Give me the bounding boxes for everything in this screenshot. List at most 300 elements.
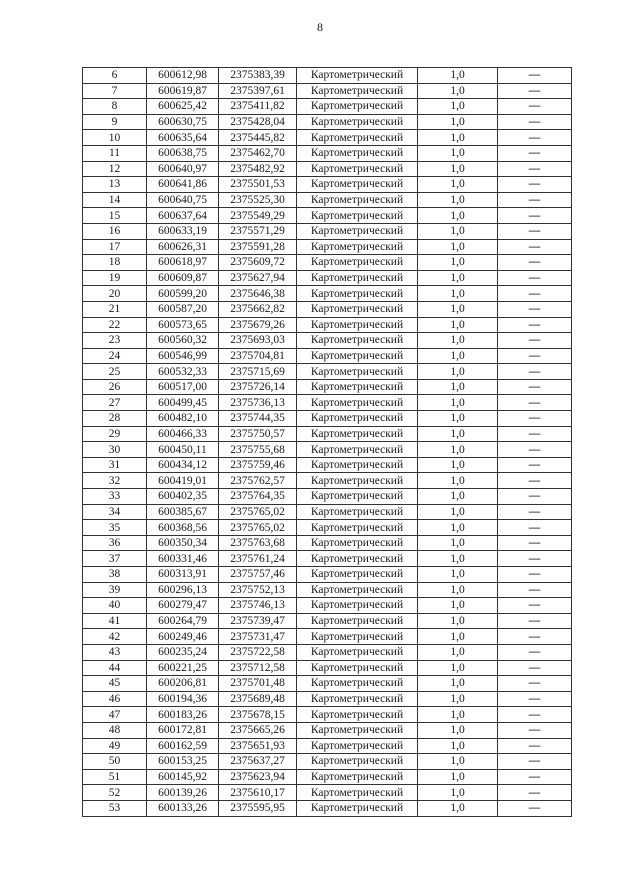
- note-cell: —: [498, 489, 572, 505]
- method-cell: Картометрический: [297, 722, 418, 738]
- error-cell: 1,0: [418, 707, 498, 723]
- x-coordinate-cell: 600587,20: [147, 301, 219, 317]
- error-cell: 1,0: [418, 520, 498, 536]
- note-cell: —: [498, 364, 572, 380]
- note-cell: —: [498, 99, 572, 115]
- note-cell: —: [498, 754, 572, 770]
- point-number-cell: 24: [83, 348, 147, 364]
- y-coordinate-cell: 2375757,46: [219, 567, 297, 583]
- error-cell: 1,0: [418, 676, 498, 692]
- error-cell: 1,0: [418, 722, 498, 738]
- note-cell: —: [498, 473, 572, 489]
- x-coordinate-cell: 600402,35: [147, 489, 219, 505]
- note-cell: —: [498, 644, 572, 660]
- error-cell: 1,0: [418, 255, 498, 271]
- note-cell: —: [498, 660, 572, 676]
- table-row: [83, 301, 572, 317]
- x-coordinate-cell: 600194,36: [147, 691, 219, 707]
- x-coordinate-cell: 600546,99: [147, 348, 219, 364]
- x-coordinate-cell: 600368,56: [147, 520, 219, 536]
- point-number-cell: 39: [83, 582, 147, 598]
- table-row: [83, 691, 572, 707]
- x-coordinate-cell: 600279,47: [147, 598, 219, 614]
- y-coordinate-cell: 2375726,14: [219, 379, 297, 395]
- y-coordinate-cell: 2375761,24: [219, 551, 297, 567]
- x-coordinate-cell: 600162,59: [147, 738, 219, 754]
- point-number-cell: 43: [83, 644, 147, 660]
- table-row: [83, 613, 572, 629]
- point-number-cell: 48: [83, 722, 147, 738]
- point-number-cell: 6: [83, 68, 147, 84]
- note-cell: —: [498, 348, 572, 364]
- x-coordinate-cell: 600626,31: [147, 239, 219, 255]
- x-coordinate-cell: 600264,79: [147, 613, 219, 629]
- error-cell: 1,0: [418, 130, 498, 146]
- method-cell: Картометрический: [297, 301, 418, 317]
- y-coordinate-cell: 2375746,13: [219, 598, 297, 614]
- y-coordinate-cell: 2375383,39: [219, 68, 297, 84]
- table-row: [83, 255, 572, 271]
- y-coordinate-cell: 2375715,69: [219, 364, 297, 380]
- y-coordinate-cell: 2375428,04: [219, 114, 297, 130]
- y-coordinate-cell: 2375571,29: [219, 223, 297, 239]
- y-coordinate-cell: 2375759,46: [219, 457, 297, 473]
- note-cell: —: [498, 395, 572, 411]
- error-cell: 1,0: [418, 738, 498, 754]
- point-number-cell: 44: [83, 660, 147, 676]
- method-cell: Картометрический: [297, 504, 418, 520]
- point-number-cell: 17: [83, 239, 147, 255]
- error-cell: 1,0: [418, 598, 498, 614]
- point-number-cell: 26: [83, 379, 147, 395]
- x-coordinate-cell: 600313,91: [147, 567, 219, 583]
- x-coordinate-cell: 600221,25: [147, 660, 219, 676]
- table-row: [83, 473, 572, 489]
- point-number-cell: 49: [83, 738, 147, 754]
- method-cell: Картометрический: [297, 239, 418, 255]
- x-coordinate-cell: 600573,65: [147, 317, 219, 333]
- table-row: [83, 551, 572, 567]
- method-cell: Картометрический: [297, 99, 418, 115]
- error-cell: 1,0: [418, 177, 498, 193]
- x-coordinate-cell: 600499,45: [147, 395, 219, 411]
- error-cell: 1,0: [418, 473, 498, 489]
- method-cell: Картометрический: [297, 442, 418, 458]
- x-coordinate-cell: 600517,00: [147, 379, 219, 395]
- method-cell: Картометрический: [297, 800, 418, 816]
- error-cell: 1,0: [418, 145, 498, 161]
- point-number-cell: 50: [83, 754, 147, 770]
- x-coordinate-cell: 600641,86: [147, 177, 219, 193]
- note-cell: —: [498, 457, 572, 473]
- note-cell: —: [498, 691, 572, 707]
- error-cell: 1,0: [418, 644, 498, 660]
- x-coordinate-cell: 600206,81: [147, 676, 219, 692]
- method-cell: Картометрический: [297, 177, 418, 193]
- note-cell: —: [498, 208, 572, 224]
- error-cell: 1,0: [418, 395, 498, 411]
- note-cell: —: [498, 582, 572, 598]
- y-coordinate-cell: 2375411,82: [219, 99, 297, 115]
- point-number-cell: 27: [83, 395, 147, 411]
- error-cell: 1,0: [418, 582, 498, 598]
- x-coordinate-cell: 600625,42: [147, 99, 219, 115]
- y-coordinate-cell: 2375595,95: [219, 800, 297, 816]
- error-cell: 1,0: [418, 535, 498, 551]
- table-row: [83, 442, 572, 458]
- table-row: [83, 707, 572, 723]
- coordinates-table: [82, 67, 572, 817]
- x-coordinate-cell: 600145,92: [147, 769, 219, 785]
- table-row: [83, 130, 572, 146]
- error-cell: 1,0: [418, 567, 498, 583]
- point-number-cell: 36: [83, 535, 147, 551]
- error-cell: 1,0: [418, 348, 498, 364]
- note-cell: —: [498, 567, 572, 583]
- note-cell: —: [498, 551, 572, 567]
- point-number-cell: 14: [83, 192, 147, 208]
- point-number-cell: 20: [83, 286, 147, 302]
- page-number: 8: [317, 20, 323, 34]
- note-cell: —: [498, 255, 572, 271]
- y-coordinate-cell: 2375678,15: [219, 707, 297, 723]
- y-coordinate-cell: 2375610,17: [219, 785, 297, 801]
- point-number-cell: 15: [83, 208, 147, 224]
- point-number-cell: 28: [83, 411, 147, 427]
- error-cell: 1,0: [418, 364, 498, 380]
- table-row: [83, 800, 572, 816]
- table-row: [83, 660, 572, 676]
- x-coordinate-cell: 600235,24: [147, 644, 219, 660]
- method-cell: Картометрический: [297, 364, 418, 380]
- table-row: [83, 567, 572, 583]
- point-number-cell: 7: [83, 83, 147, 99]
- table-row: [83, 629, 572, 645]
- error-cell: 1,0: [418, 379, 498, 395]
- error-cell: 1,0: [418, 629, 498, 645]
- method-cell: Картометрический: [297, 161, 418, 177]
- method-cell: Картометрический: [297, 317, 418, 333]
- point-number-cell: 13: [83, 177, 147, 193]
- note-cell: —: [498, 177, 572, 193]
- x-coordinate-cell: 600560,32: [147, 333, 219, 349]
- y-coordinate-cell: 2375755,68: [219, 442, 297, 458]
- y-coordinate-cell: 2375462,70: [219, 145, 297, 161]
- note-cell: —: [498, 161, 572, 177]
- note-cell: —: [498, 520, 572, 536]
- x-coordinate-cell: 600482,10: [147, 411, 219, 427]
- note-cell: —: [498, 535, 572, 551]
- point-number-cell: 29: [83, 426, 147, 442]
- y-coordinate-cell: 2375662,82: [219, 301, 297, 317]
- x-coordinate-cell: 600466,33: [147, 426, 219, 442]
- error-cell: 1,0: [418, 333, 498, 349]
- point-number-cell: 34: [83, 504, 147, 520]
- x-coordinate-cell: 600350,34: [147, 535, 219, 551]
- point-number-cell: 51: [83, 769, 147, 785]
- error-cell: 1,0: [418, 239, 498, 255]
- x-coordinate-cell: 600172,81: [147, 722, 219, 738]
- y-coordinate-cell: 2375765,02: [219, 504, 297, 520]
- x-coordinate-cell: 600599,20: [147, 286, 219, 302]
- y-coordinate-cell: 2375689,48: [219, 691, 297, 707]
- error-cell: 1,0: [418, 286, 498, 302]
- point-number-cell: 21: [83, 301, 147, 317]
- error-cell: 1,0: [418, 223, 498, 239]
- x-coordinate-cell: 600532,33: [147, 364, 219, 380]
- x-coordinate-cell: 600637,64: [147, 208, 219, 224]
- table-row: [83, 192, 572, 208]
- note-cell: —: [498, 145, 572, 161]
- point-number-cell: 18: [83, 255, 147, 271]
- y-coordinate-cell: 2375693,03: [219, 333, 297, 349]
- x-coordinate-cell: 600385,67: [147, 504, 219, 520]
- y-coordinate-cell: 2375764,35: [219, 489, 297, 505]
- point-number-cell: 16: [83, 223, 147, 239]
- x-coordinate-cell: 600419,01: [147, 473, 219, 489]
- error-cell: 1,0: [418, 426, 498, 442]
- x-coordinate-cell: 600638,75: [147, 145, 219, 161]
- note-cell: —: [498, 83, 572, 99]
- method-cell: Картометрический: [297, 738, 418, 754]
- point-number-cell: 41: [83, 613, 147, 629]
- error-cell: 1,0: [418, 411, 498, 427]
- method-cell: Картометрический: [297, 192, 418, 208]
- x-coordinate-cell: 600133,26: [147, 800, 219, 816]
- table-row: [83, 114, 572, 130]
- method-cell: Картометрический: [297, 598, 418, 614]
- y-coordinate-cell: 2375665,26: [219, 722, 297, 738]
- note-cell: —: [498, 130, 572, 146]
- table-row: [83, 457, 572, 473]
- table-row: [83, 582, 572, 598]
- y-coordinate-cell: 2375701,48: [219, 676, 297, 692]
- note-cell: —: [498, 598, 572, 614]
- y-coordinate-cell: 2375704,81: [219, 348, 297, 364]
- note-cell: —: [498, 223, 572, 239]
- error-cell: 1,0: [418, 114, 498, 130]
- table-row: [83, 722, 572, 738]
- table-row: [83, 177, 572, 193]
- table-row: [83, 754, 572, 770]
- error-cell: 1,0: [418, 504, 498, 520]
- x-coordinate-cell: 600635,64: [147, 130, 219, 146]
- point-number-cell: 8: [83, 99, 147, 115]
- method-cell: Картометрический: [297, 567, 418, 583]
- y-coordinate-cell: 2375762,57: [219, 473, 297, 489]
- note-cell: —: [498, 411, 572, 427]
- note-cell: —: [498, 270, 572, 286]
- note-cell: —: [498, 442, 572, 458]
- error-cell: 1,0: [418, 785, 498, 801]
- table-row: [83, 411, 572, 427]
- table-row: [83, 520, 572, 536]
- note-cell: —: [498, 722, 572, 738]
- table-row: [83, 769, 572, 785]
- y-coordinate-cell: 2375501,53: [219, 177, 297, 193]
- method-cell: Картометрический: [297, 68, 418, 84]
- method-cell: Картометрический: [297, 83, 418, 99]
- error-cell: 1,0: [418, 192, 498, 208]
- table-row: [83, 379, 572, 395]
- method-cell: Картометрический: [297, 660, 418, 676]
- method-cell: Картометрический: [297, 582, 418, 598]
- note-cell: —: [498, 68, 572, 84]
- method-cell: Картометрический: [297, 691, 418, 707]
- y-coordinate-cell: 2375627,94: [219, 270, 297, 286]
- error-cell: 1,0: [418, 800, 498, 816]
- y-coordinate-cell: 2375397,61: [219, 83, 297, 99]
- method-cell: Картометрический: [297, 114, 418, 130]
- y-coordinate-cell: 2375651,93: [219, 738, 297, 754]
- method-cell: Картометрический: [297, 333, 418, 349]
- error-cell: 1,0: [418, 208, 498, 224]
- x-coordinate-cell: 600153,25: [147, 754, 219, 770]
- point-number-cell: 53: [83, 800, 147, 816]
- point-number-cell: 33: [83, 489, 147, 505]
- x-coordinate-cell: 600612,98: [147, 68, 219, 84]
- y-coordinate-cell: 2375445,82: [219, 130, 297, 146]
- method-cell: Картометрический: [297, 613, 418, 629]
- point-number-cell: 22: [83, 317, 147, 333]
- table-row: [83, 676, 572, 692]
- method-cell: Картометрический: [297, 535, 418, 551]
- method-cell: Картометрический: [297, 130, 418, 146]
- note-cell: —: [498, 333, 572, 349]
- error-cell: 1,0: [418, 442, 498, 458]
- y-coordinate-cell: 2375482,92: [219, 161, 297, 177]
- x-coordinate-cell: 600609,87: [147, 270, 219, 286]
- point-number-cell: 42: [83, 629, 147, 645]
- x-coordinate-cell: 600640,75: [147, 192, 219, 208]
- y-coordinate-cell: 2375623,94: [219, 769, 297, 785]
- error-cell: 1,0: [418, 457, 498, 473]
- table-row: [83, 333, 572, 349]
- y-coordinate-cell: 2375739,47: [219, 613, 297, 629]
- table-row: [83, 145, 572, 161]
- point-number-cell: 23: [83, 333, 147, 349]
- point-number-cell: 32: [83, 473, 147, 489]
- error-cell: 1,0: [418, 68, 498, 84]
- y-coordinate-cell: 2375525,30: [219, 192, 297, 208]
- error-cell: 1,0: [418, 317, 498, 333]
- note-cell: —: [498, 192, 572, 208]
- table-row: [83, 68, 572, 84]
- y-coordinate-cell: 2375637,27: [219, 754, 297, 770]
- point-number-cell: 31: [83, 457, 147, 473]
- method-cell: Картометрический: [297, 286, 418, 302]
- point-number-cell: 9: [83, 114, 147, 130]
- x-coordinate-cell: 600331,46: [147, 551, 219, 567]
- error-cell: 1,0: [418, 691, 498, 707]
- method-cell: Картометрический: [297, 395, 418, 411]
- y-coordinate-cell: 2375591,28: [219, 239, 297, 255]
- x-coordinate-cell: 600296,13: [147, 582, 219, 598]
- note-cell: —: [498, 317, 572, 333]
- point-number-cell: 45: [83, 676, 147, 692]
- note-cell: —: [498, 785, 572, 801]
- table-row: [83, 489, 572, 505]
- method-cell: Картометрический: [297, 520, 418, 536]
- method-cell: Картометрический: [297, 255, 418, 271]
- note-cell: —: [498, 301, 572, 317]
- x-coordinate-cell: 600618,97: [147, 255, 219, 271]
- table-row: [83, 317, 572, 333]
- table-row: [83, 395, 572, 411]
- method-cell: Картометрический: [297, 551, 418, 567]
- y-coordinate-cell: 2375750,57: [219, 426, 297, 442]
- error-cell: 1,0: [418, 660, 498, 676]
- point-number-cell: 19: [83, 270, 147, 286]
- method-cell: Картометрический: [297, 629, 418, 645]
- note-cell: —: [498, 613, 572, 629]
- error-cell: 1,0: [418, 769, 498, 785]
- y-coordinate-cell: 2375731,47: [219, 629, 297, 645]
- y-coordinate-cell: 2375712,58: [219, 660, 297, 676]
- y-coordinate-cell: 2375736,13: [219, 395, 297, 411]
- method-cell: Картометрический: [297, 379, 418, 395]
- error-cell: 1,0: [418, 489, 498, 505]
- note-cell: —: [498, 379, 572, 395]
- note-cell: —: [498, 426, 572, 442]
- note-cell: —: [498, 676, 572, 692]
- error-cell: 1,0: [418, 754, 498, 770]
- x-coordinate-cell: 600630,75: [147, 114, 219, 130]
- note-cell: —: [498, 504, 572, 520]
- note-cell: —: [498, 286, 572, 302]
- point-number-cell: 10: [83, 130, 147, 146]
- table-row: [83, 348, 572, 364]
- table-row: [83, 286, 572, 302]
- table-row: [83, 99, 572, 115]
- note-cell: —: [498, 629, 572, 645]
- point-number-cell: 35: [83, 520, 147, 536]
- method-cell: Картометрический: [297, 348, 418, 364]
- y-coordinate-cell: 2375752,13: [219, 582, 297, 598]
- x-coordinate-cell: 600450,11: [147, 442, 219, 458]
- point-number-cell: 52: [83, 785, 147, 801]
- note-cell: —: [498, 707, 572, 723]
- method-cell: Картометрический: [297, 457, 418, 473]
- y-coordinate-cell: 2375722,58: [219, 644, 297, 660]
- method-cell: Картометрический: [297, 208, 418, 224]
- table-row: [83, 83, 572, 99]
- error-cell: 1,0: [418, 301, 498, 317]
- x-coordinate-cell: 600640,97: [147, 161, 219, 177]
- method-cell: Картометрический: [297, 489, 418, 505]
- x-coordinate-cell: 600139,26: [147, 785, 219, 801]
- x-coordinate-cell: 600249,46: [147, 629, 219, 645]
- table-row: [83, 426, 572, 442]
- point-number-cell: 46: [83, 691, 147, 707]
- y-coordinate-cell: 2375679,26: [219, 317, 297, 333]
- table-row: [83, 644, 572, 660]
- error-cell: 1,0: [418, 83, 498, 99]
- method-cell: Картометрический: [297, 426, 418, 442]
- y-coordinate-cell: 2375549,29: [219, 208, 297, 224]
- note-cell: —: [498, 738, 572, 754]
- method-cell: Картометрический: [297, 473, 418, 489]
- table-row: [83, 208, 572, 224]
- method-cell: Картометрический: [297, 223, 418, 239]
- method-cell: Картометрический: [297, 769, 418, 785]
- table-row: [83, 223, 572, 239]
- point-number-cell: 11: [83, 145, 147, 161]
- table-row: [83, 270, 572, 286]
- table-row: [83, 785, 572, 801]
- table-row: [83, 598, 572, 614]
- y-coordinate-cell: 2375763,68: [219, 535, 297, 551]
